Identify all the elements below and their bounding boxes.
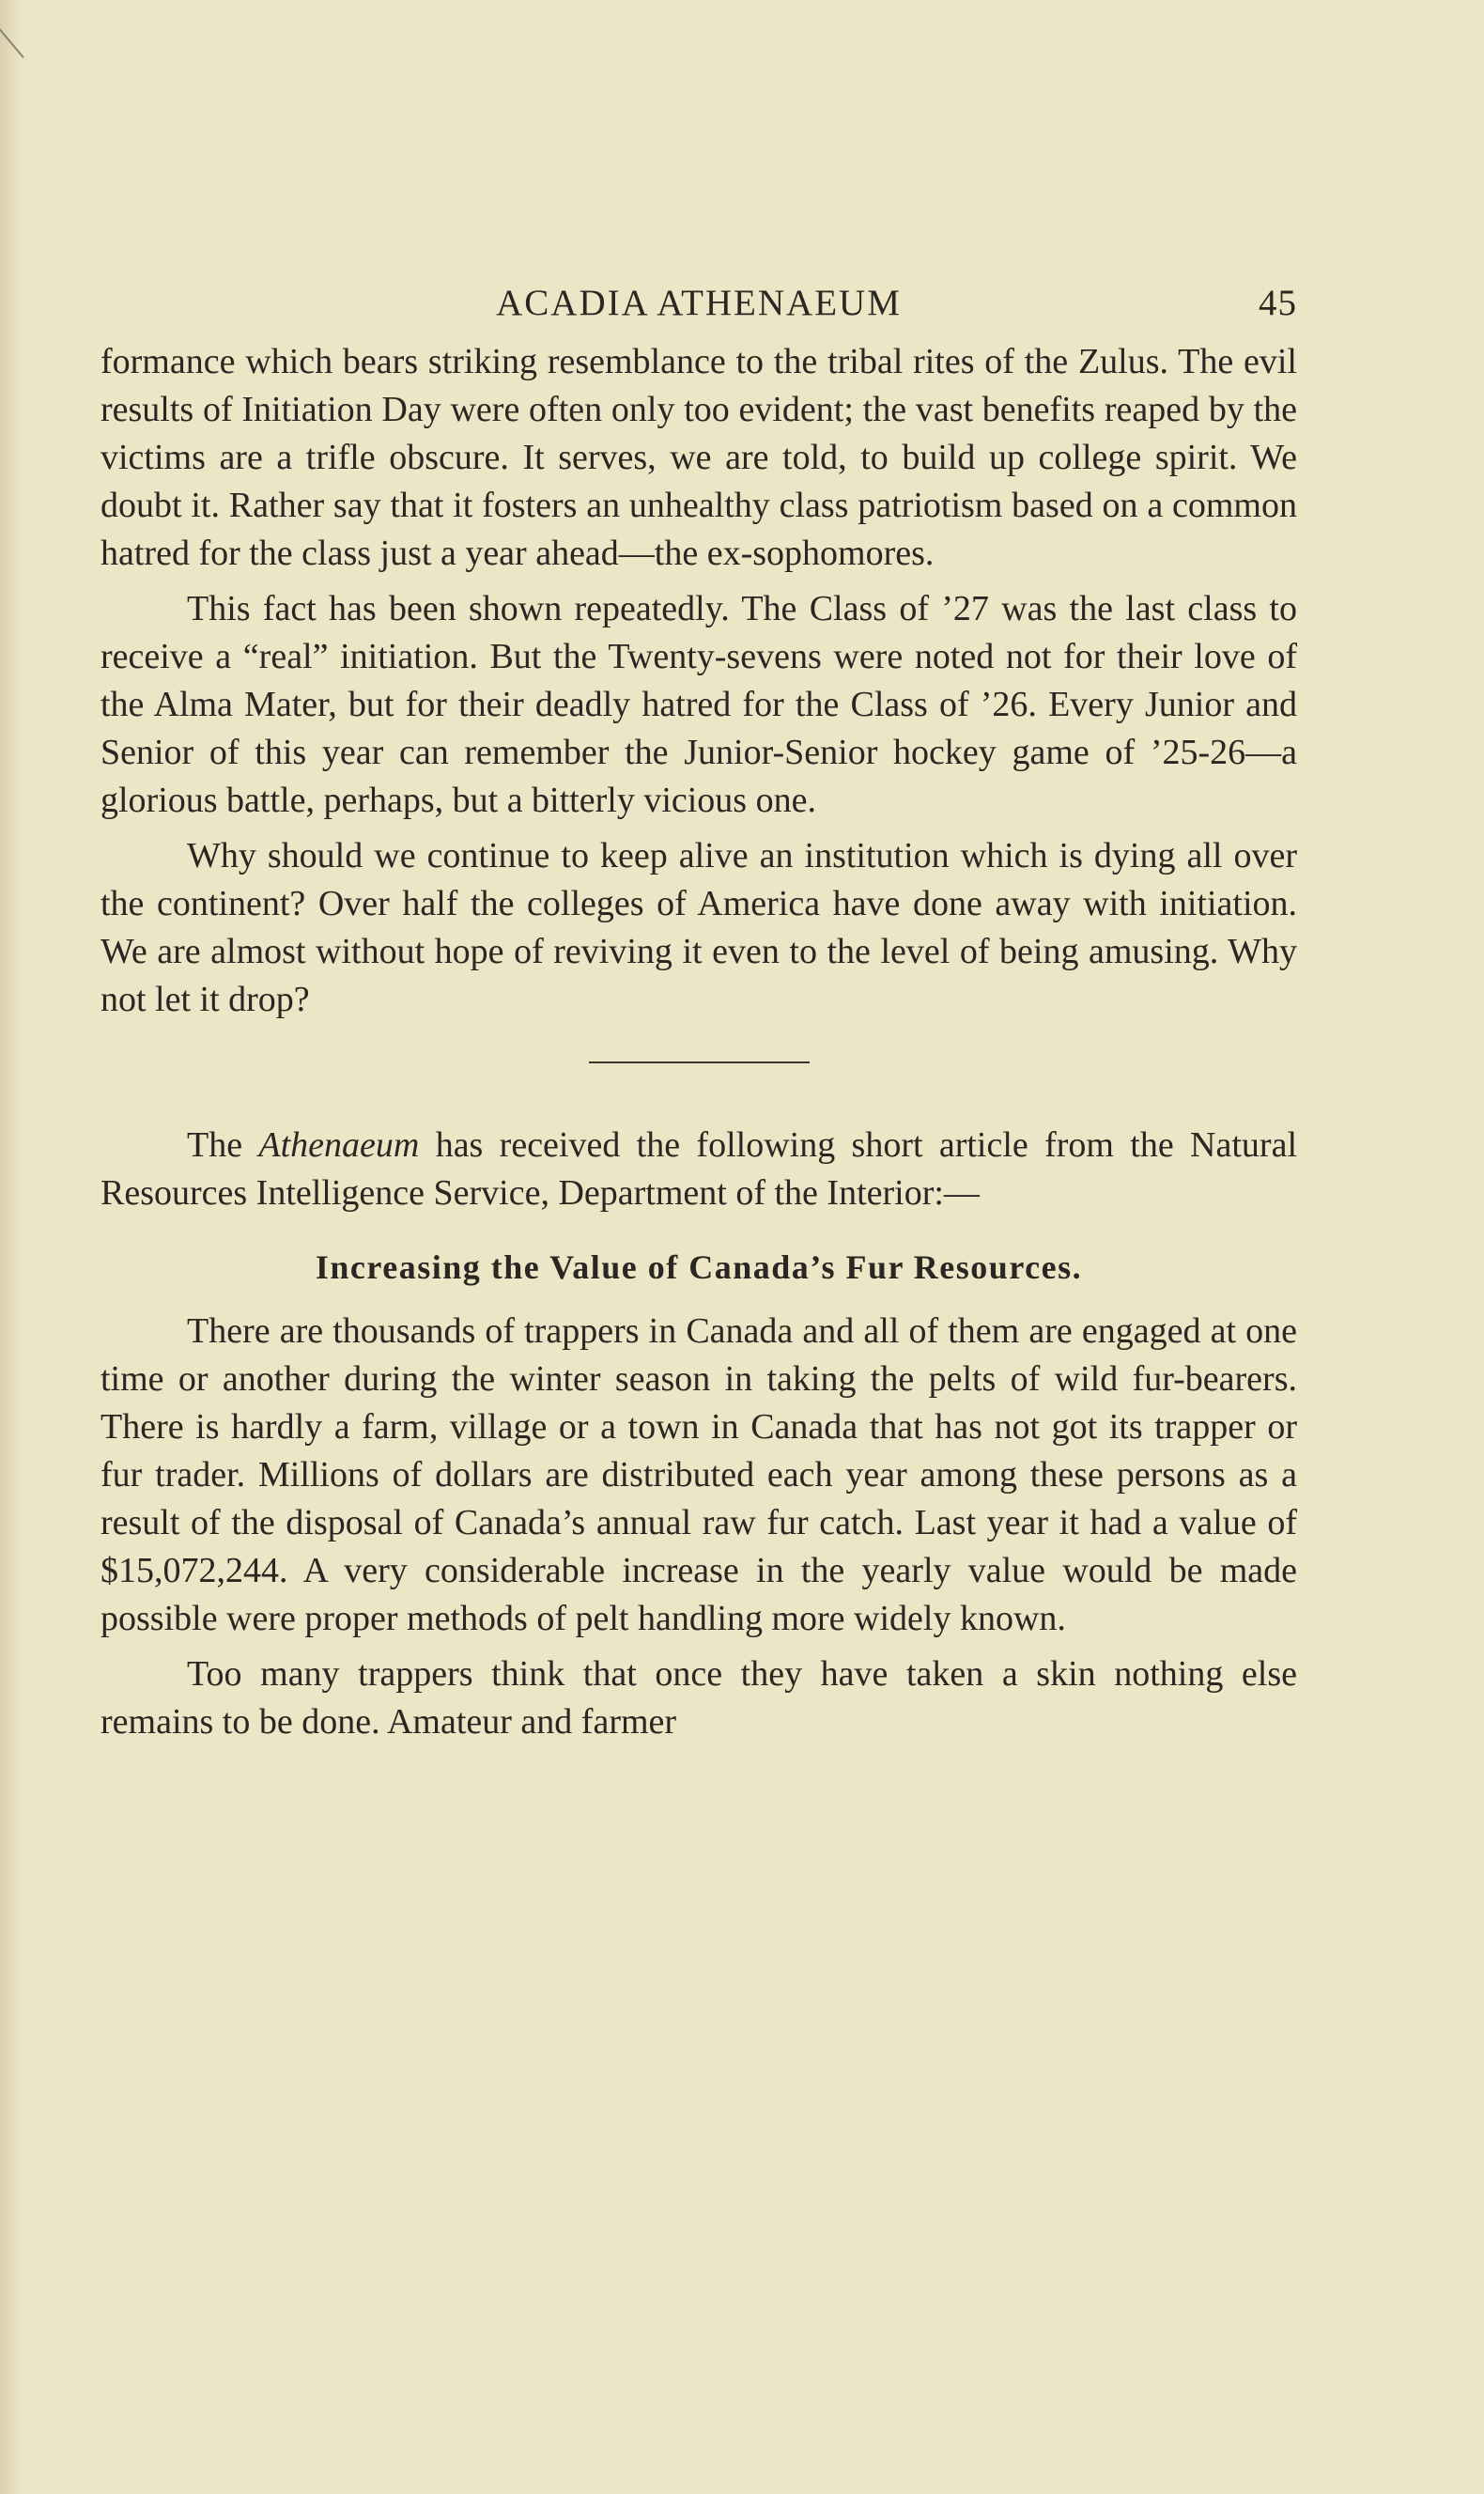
article-body <box>100 1308 1297 1746</box>
paragraph-continued: formance which bears striking resemblance to the tribal rites of the Zulus. The evil results of Initiation Day were often only too evident; the vast benefits reaped by the victims are a trifle obscure. It serves, we are told, to build up college spirit. We doubt it. Rather say that it fosters an unhealthy class patriotism based on a common hatred for the class just a year ahead—the ex-sophomores. <box>100 342 1297 573</box>
article-paragraph: There are thousands of trappers in Canada and all of them are engaged at one time or another during the winter season in taking the pelts of wild fur-bearers. There is hardly a farm, village or a town in Canada that has not got its trapper or fur trader. Millions of dollars are distributed each year among these persons as a result of the disposal of Canada’s annual raw fur catch. Last year it had a value of $15,072,244. A very considerable increase in the yearly value would be made possible were proper methods of pelt handling more widely known. <box>100 1311 1297 1638</box>
body-text <box>100 338 1297 1024</box>
paragraph: This fact has been shown repeatedly. The Class of ’27 was the last class to receive a “real” initiation. But the Twenty-sevens were noted not for their love of the Alma Mater, but for their deadly hatred for the Class of ’26. Every Junior and Senior of this year can remember the Junior-Senior hockey game of ’25-26—a glorious battle, perhaps, but a bitterly vicious one. <box>100 589 1297 820</box>
paragraph: Why should we continue to keep alive an institution which is dying all over the continent? Over half the colleges of America have done away with initiation. We are almost without hope of reviving it even to the level of being amusing. Why not let it drop? <box>100 836 1297 1019</box>
intro-suffix: has received the following short article from the Natural Resources Intelligence Service, Department of the Interior:— <box>100 1125 1297 1213</box>
page-number: 45 <box>1259 283 1297 323</box>
page-edge-shadow <box>0 0 21 2494</box>
running-title: ACADIA ATHENAEUM <box>496 283 902 323</box>
intro-paragraph <box>100 1122 1297 1217</box>
journal-name: Athenaeum <box>258 1125 420 1165</box>
running-head <box>100 282 1297 338</box>
book-page <box>100 282 1297 1746</box>
article-heading: Increasing the Value of Canada’s Fur Resources. <box>315 1248 1083 1286</box>
intro-prefix: The <box>187 1125 259 1165</box>
article-paragraph: Too many trappers think that once they have taken a skin nothing else remains to be done. Amateur and farmer <box>100 1654 1297 1742</box>
section-divider <box>589 1061 810 1063</box>
intro-text <box>100 1122 1297 1217</box>
